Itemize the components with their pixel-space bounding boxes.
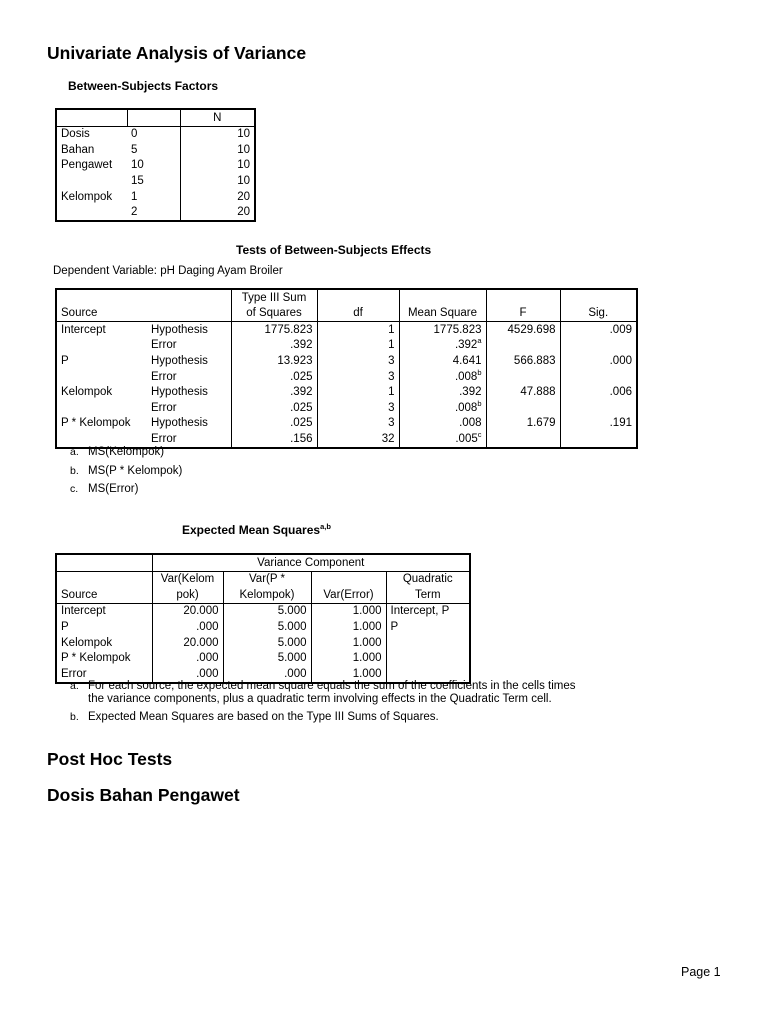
- effects-row: [56, 322, 637, 338]
- ems-kel-header-line1: Var(Kelom: [152, 571, 223, 587]
- effects-df: 3: [317, 369, 399, 385]
- factors-row: [56, 205, 255, 222]
- ems-err-header: Var(Error): [311, 587, 386, 603]
- footnote-text: the variance components, plus a quadratic term involving effects in the Quadratic Term cell.: [88, 693, 552, 705]
- ems-source: P: [56, 619, 152, 635]
- effects-header-blank: [399, 289, 486, 306]
- factor-level: 10: [127, 158, 180, 174]
- effects-header-blank: [147, 306, 231, 322]
- factor-n: 10: [237, 174, 250, 187]
- footnote-key: b.: [70, 464, 79, 477]
- effects-ms: [399, 353, 486, 369]
- effects-source: [56, 338, 147, 354]
- footnote-text: Expected Mean Squares are based on the Type III Sums of Squares.: [88, 711, 439, 723]
- effects-sig: [560, 369, 637, 385]
- effects-source: [56, 400, 147, 416]
- factors-row: [56, 189, 255, 205]
- factor-n: 20: [237, 190, 250, 203]
- ems-source-header: Source: [56, 587, 152, 603]
- effects-sig: .000: [609, 354, 632, 367]
- effects-term: Error: [147, 431, 231, 448]
- dependent-variable: Dependent Variable: pH Daging Ayam Broiler: [53, 265, 283, 277]
- effects-table: [55, 288, 638, 449]
- page-number: Page 1: [681, 965, 721, 979]
- effects-f: [486, 431, 560, 448]
- effects-df: 3: [317, 416, 399, 432]
- factor-level: 15: [127, 173, 180, 189]
- effects-sig: .191: [609, 417, 632, 430]
- effects-ss: .025: [231, 369, 317, 385]
- ems-source: Intercept: [56, 603, 152, 619]
- effects-ms-value: .392: [454, 339, 478, 352]
- ems-quadratic-term: [386, 635, 470, 651]
- factor-level: 5: [127, 142, 180, 158]
- ems-var-kelompok: .000: [152, 651, 223, 667]
- effects-row: [56, 338, 637, 354]
- effects-row: [56, 400, 637, 416]
- effects-source: P * Kelompok: [61, 417, 131, 430]
- effects-ms-value: 4.641: [452, 354, 482, 367]
- ems-var-kelompok: .000: [152, 619, 223, 635]
- effects-term: Hypothesis: [147, 353, 231, 369]
- factor-level: 1: [127, 189, 180, 205]
- effects-row: [56, 353, 637, 369]
- factor-n: 10: [237, 143, 250, 156]
- factors-n-header: N: [213, 111, 222, 124]
- effects-term: Hypothesis: [147, 416, 231, 432]
- effects-ss: 1775.823: [231, 322, 317, 338]
- ems-quadratic-term: P: [390, 620, 399, 633]
- effects-source: [56, 369, 147, 385]
- effects-header-blank: [560, 289, 637, 306]
- effects-ss: 13.923: [231, 353, 317, 369]
- ems-var-kelompok: .000: [152, 666, 223, 683]
- effects-ms-value: .008: [454, 401, 478, 414]
- effects-caption: Tests of Between-Subjects Effects: [236, 243, 432, 257]
- effects-ms-footnote-mark: a: [477, 336, 482, 346]
- ems-var-error: 1.000: [311, 619, 386, 635]
- footnote-text: For each source, the expected mean square equals the sum of the coefficients in the cells times: [88, 680, 576, 692]
- effects-sig: [560, 338, 637, 354]
- ems-kel-header-line2: pok): [152, 587, 223, 603]
- ems-var-error: 1.000: [311, 666, 386, 683]
- effects-ms-value: 1775.823: [433, 323, 482, 336]
- ems-var-error: 1.000: [311, 651, 386, 667]
- ems-var-error: 1.000: [311, 635, 386, 651]
- factors-header-blank: [127, 109, 180, 126]
- ems-header-blank: [56, 571, 152, 587]
- factor-name: Bahan: [61, 143, 95, 156]
- factors-row: [56, 158, 255, 174]
- ems-var-p-kelompok: 5.000: [223, 619, 311, 635]
- effects-ms-value: .005: [455, 432, 478, 445]
- effects-footnote: [70, 465, 182, 477]
- ems-variance-component-header: Variance Component: [257, 556, 365, 569]
- effects-source-header: Source: [61, 307, 98, 320]
- effects-sig: .006: [609, 386, 632, 399]
- ems-caption-sup: a,b: [320, 522, 331, 531]
- ems-row: [56, 651, 470, 667]
- effects-source: Intercept: [61, 323, 106, 336]
- factor-n: 10: [237, 128, 250, 141]
- factor-n: 10: [237, 159, 250, 172]
- effects-ms-header: Mean Square: [399, 306, 486, 322]
- ems-var-p-kelompok: .000: [223, 666, 311, 683]
- effects-df: 3: [317, 353, 399, 369]
- factor-name: Kelompok: [61, 190, 113, 203]
- effects-ms-footnote-mark: c: [477, 429, 482, 439]
- ems-var-p-kelompok: 5.000: [223, 651, 311, 667]
- effects-f: [486, 369, 560, 385]
- footnote-text: MS(Kelompok): [88, 446, 165, 458]
- factor-name: [56, 205, 127, 222]
- ems-qt-header-line1: Quadratic: [402, 573, 453, 586]
- dosis-title: Dosis Bahan Pengawet: [47, 785, 240, 805]
- effects-ms-value: .008: [454, 370, 478, 383]
- ems-source: Error: [56, 666, 152, 683]
- ems-header-blank: [56, 554, 152, 571]
- effects-ms: [399, 322, 486, 338]
- factors-caption: Between-Subjects Factors: [68, 79, 219, 93]
- ems-row: [56, 635, 470, 651]
- footnote-key: c.: [70, 483, 79, 495]
- effects-ms: [399, 385, 486, 401]
- ems-var-p-kelompok: 5.000: [223, 603, 311, 619]
- effects-header-blank: [147, 289, 231, 306]
- effects-ms: [399, 416, 486, 432]
- effects-ss-header-line2: of Squares: [231, 306, 317, 322]
- effects-ms: [399, 369, 486, 385]
- effects-f: [486, 338, 560, 354]
- post-hoc-title: Post Hoc Tests: [47, 749, 173, 769]
- effects-header-blank: [317, 289, 399, 306]
- effects-df-header: df: [317, 306, 399, 322]
- ems-source: P * Kelompok: [56, 651, 152, 667]
- effects-term: Error: [147, 400, 231, 416]
- effects-ss: .025: [231, 416, 317, 432]
- effects-term: Hypothesis: [147, 385, 231, 401]
- ems-var-kelompok: 20.000: [152, 603, 223, 619]
- ems-qt-header-line2: Term: [414, 588, 441, 601]
- effects-ms-footnote-mark: b: [477, 367, 482, 377]
- effects-term: Hypothesis: [147, 322, 231, 338]
- effects-term: Error: [147, 338, 231, 354]
- factor-n: 20: [237, 206, 250, 219]
- effects-ms: [399, 431, 486, 448]
- ems-quadratic-term: Intercept, P: [390, 605, 450, 618]
- effects-df: 1: [317, 338, 399, 354]
- footnote-text: MS(Error): [88, 483, 139, 495]
- ems-var-kelompok: 20.000: [152, 635, 223, 651]
- effects-source: P: [61, 354, 69, 367]
- ems-row: [56, 603, 470, 619]
- factor-level: 0: [127, 126, 180, 142]
- effects-df: 3: [317, 400, 399, 416]
- effects-footnote: [70, 446, 164, 458]
- ems-quadratic-term: [386, 651, 470, 667]
- ems-caption-text: Expected Mean Squares: [182, 523, 321, 537]
- effects-ms-value: .008: [459, 417, 482, 430]
- effects-source: Kelompok: [61, 386, 113, 399]
- ems-footnote-a: [70, 680, 576, 706]
- ems-pk-header-line1: Var(P *: [223, 571, 311, 587]
- effects-row: [56, 385, 637, 401]
- effects-df: 32: [317, 431, 399, 448]
- effects-f: [486, 400, 560, 416]
- footnote-key: b.: [70, 711, 79, 723]
- effects-term: Error: [147, 369, 231, 385]
- effects-df: 1: [317, 385, 399, 401]
- effects-f: 4529.698: [486, 322, 560, 338]
- effects-row: [56, 369, 637, 385]
- ems-var-error: 1.000: [311, 603, 386, 619]
- ems-caption: [182, 523, 331, 537]
- effects-ms-footnote-mark: b: [477, 398, 482, 408]
- effects-sig-header: Sig.: [588, 307, 609, 320]
- effects-sig: .009: [609, 323, 632, 336]
- effects-footnote: [70, 483, 138, 495]
- effects-header-blank: [56, 289, 147, 306]
- effects-sig: [560, 431, 637, 448]
- effects-ss: .025: [231, 400, 317, 416]
- footnote-key: a.: [70, 446, 79, 458]
- page-title: Univariate Analysis of Variance: [47, 43, 307, 63]
- effects-ms-value: .392: [459, 386, 482, 399]
- factor-level: 2: [127, 205, 180, 222]
- effects-f: 47.888: [486, 385, 560, 401]
- footnote-key: a.: [70, 680, 79, 692]
- ems-source: Kelompok: [56, 635, 152, 651]
- factor-name: [56, 173, 127, 189]
- factors-header-blank: [56, 109, 127, 126]
- factor-name: Pengawet: [61, 159, 113, 172]
- effects-ss: .392: [231, 338, 317, 354]
- factors-table: [55, 108, 256, 222]
- effects-f-header: F: [486, 306, 560, 322]
- effects-row: [56, 416, 637, 432]
- ems-row: [56, 619, 470, 635]
- ems-footnote-b: [70, 711, 439, 723]
- effects-f: 1.679: [486, 416, 560, 432]
- effects-ms: [399, 338, 486, 354]
- ems-header-blank: [311, 571, 386, 587]
- effects-header-blank: [486, 289, 560, 306]
- footnote-text: MS(P * Kelompok): [88, 464, 183, 477]
- effects-ms: [399, 400, 486, 416]
- effects-ss: .392: [231, 385, 317, 401]
- factor-name: Dosis: [61, 128, 90, 141]
- effects-ss: .156: [231, 431, 317, 448]
- effects-ss-header-line1: Type III Sum: [231, 289, 317, 306]
- factors-row: [56, 173, 255, 189]
- effects-df: 1: [317, 322, 399, 338]
- effects-f: 566.883: [486, 353, 560, 369]
- factors-row: [56, 126, 255, 142]
- ems-pk-header-line2: Kelompok): [223, 587, 311, 603]
- factors-row: [56, 142, 255, 158]
- ems-table: [55, 553, 471, 684]
- ems-var-p-kelompok: 5.000: [223, 635, 311, 651]
- effects-sig: [560, 400, 637, 416]
